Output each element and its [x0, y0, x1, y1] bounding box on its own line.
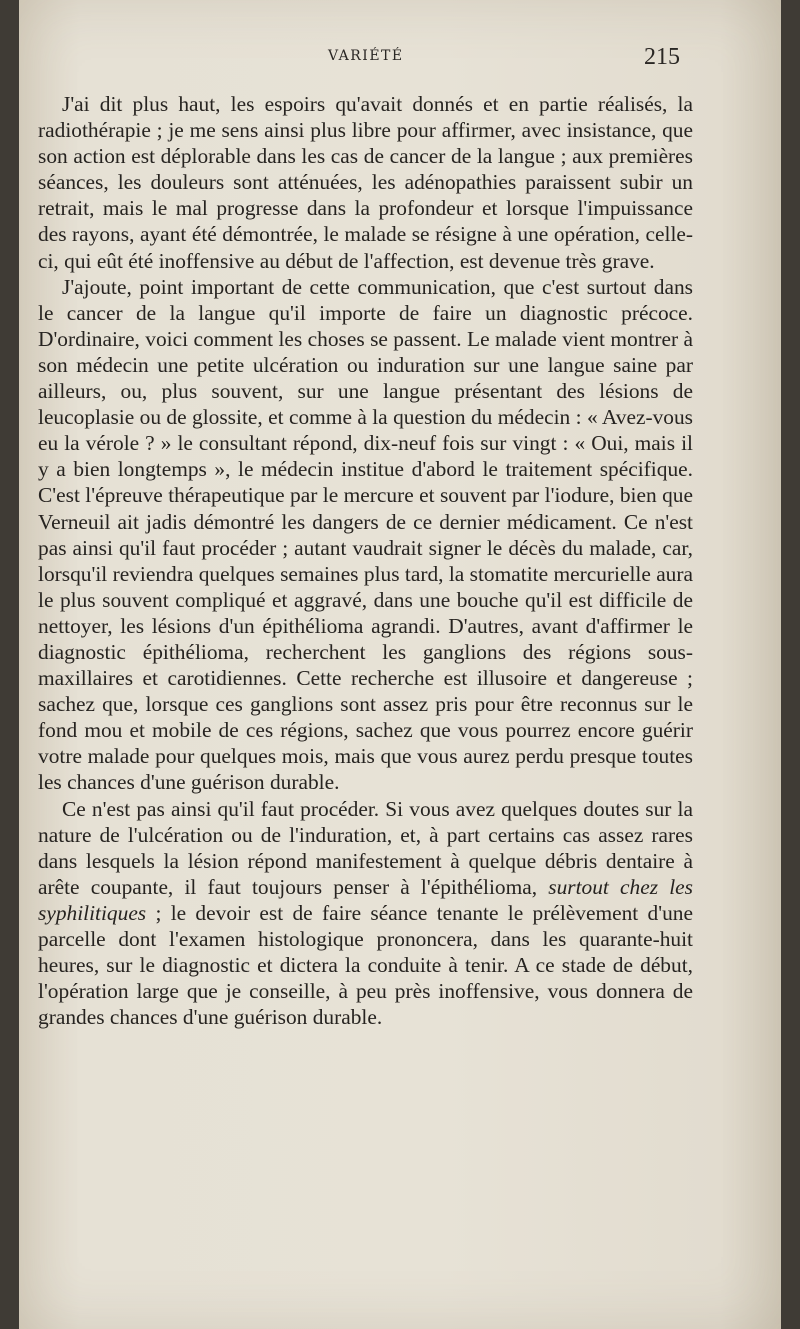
paragraph-procedure-italic: surtout chez les syphilitiques: [38, 874, 693, 925]
page-header: [19, 44, 781, 76]
paragraph-early-diagnosis: J'ajoute, point important de cette communication, que c'est surtout dans le cancer de la langue qu'il importe de faire un diagnostic précoce. D'ordinaire, voici comment les choses se passent. Le malade vient montrer à son médecin une petite ulcération ou induration sur une langue saine par ailleurs, ou, plus souvent, sur une langue présentant des lésions de leucoplasie ou de glossite, et comme à la question du médecin : « Avez-vous eu la vérole ? » le consultant répond, dix-neuf fois sur vingt : « Oui, mais il y a bien longtemps », le médecin institue d'abord le traitement spécifique. C'est l'épreuve thérapeutique par le mercure et souvent par l'iodure, bien que Verneuil ait jadis démontré les dangers de ce dernier médicament. Ce n'est pas ainsi qu'il faut procéder ; autant vaudrait signer le décès du malade, car, lorsqu'il reviendra quelques semaines plus tard, la stomatite mercurielle aura le plus souvent compliqué et aggravé, dans une bouche qu'il est difficile de nettoyer, les lésions d'un épithélioma agrandi. D'autres, avant d'affirmer le diagnostic épithélioma, recherchent les ganglions des régions sous-maxillaires et carotidiennes. Cette recherche est illusoire et dangereuse ; sachez que, lorsque ces ganglions sont assez pris pour être reconnus sur le fond mou et mobile de ces régions, sachez que vous pourrez encore guérir votre malade pour quelques mois, mais que vous aurez perdu presque toutes les chances d'une guérison durable.: [38, 274, 693, 795]
paragraph-procedure-text-after: ; le devoir est de faire séance tenante le prélèvement d'une parcelle dont l'examen histologique prononcera, dans les quarante-huit heures, sur le diagnostic et dictera la conduite à tenir. A ce stade de début, l'opération large que je conseille, à peu près inoffensive, vous donnera de grandes chances d'une guérison durable.: [38, 900, 693, 1030]
page-number: 215: [644, 44, 680, 70]
book-page: [19, 0, 781, 1329]
body-text: [38, 91, 693, 1030]
running-head: VARIÉTÉ: [328, 48, 404, 64]
paragraph-procedure-text-before: Ce n'est pas ainsi qu'il faut procéder. Si vous avez quelques doutes sur la nature de l'ulcération ou de l'induration, et, à part certains cas assez rares dans lesquels la lésion répond manifestement à quelque débris dentaire à arête coupante, il faut toujours penser à l'épithélioma,: [38, 796, 693, 899]
paragraph-procedure: [38, 796, 693, 1031]
paragraph-radiotherapy: J'ai dit plus haut, les espoirs qu'avait donnés et en partie réalisés, la radiothérapie ; je me sens ainsi plus libre pour affirmer, avec insistance, que son action est déplorable dans les cas de cancer de la langue ; aux premières séances, les douleurs sont atténuées, les adénopathies paraissent subir un retrait, mais le mal progresse dans la profondeur et lorsque l'impuissance des rayons, ayant été démontrée, le malade se résigne à une opération, celle-ci, qui eût été inoffensive au début de l'affection, est devenue très grave.: [38, 92, 693, 273]
